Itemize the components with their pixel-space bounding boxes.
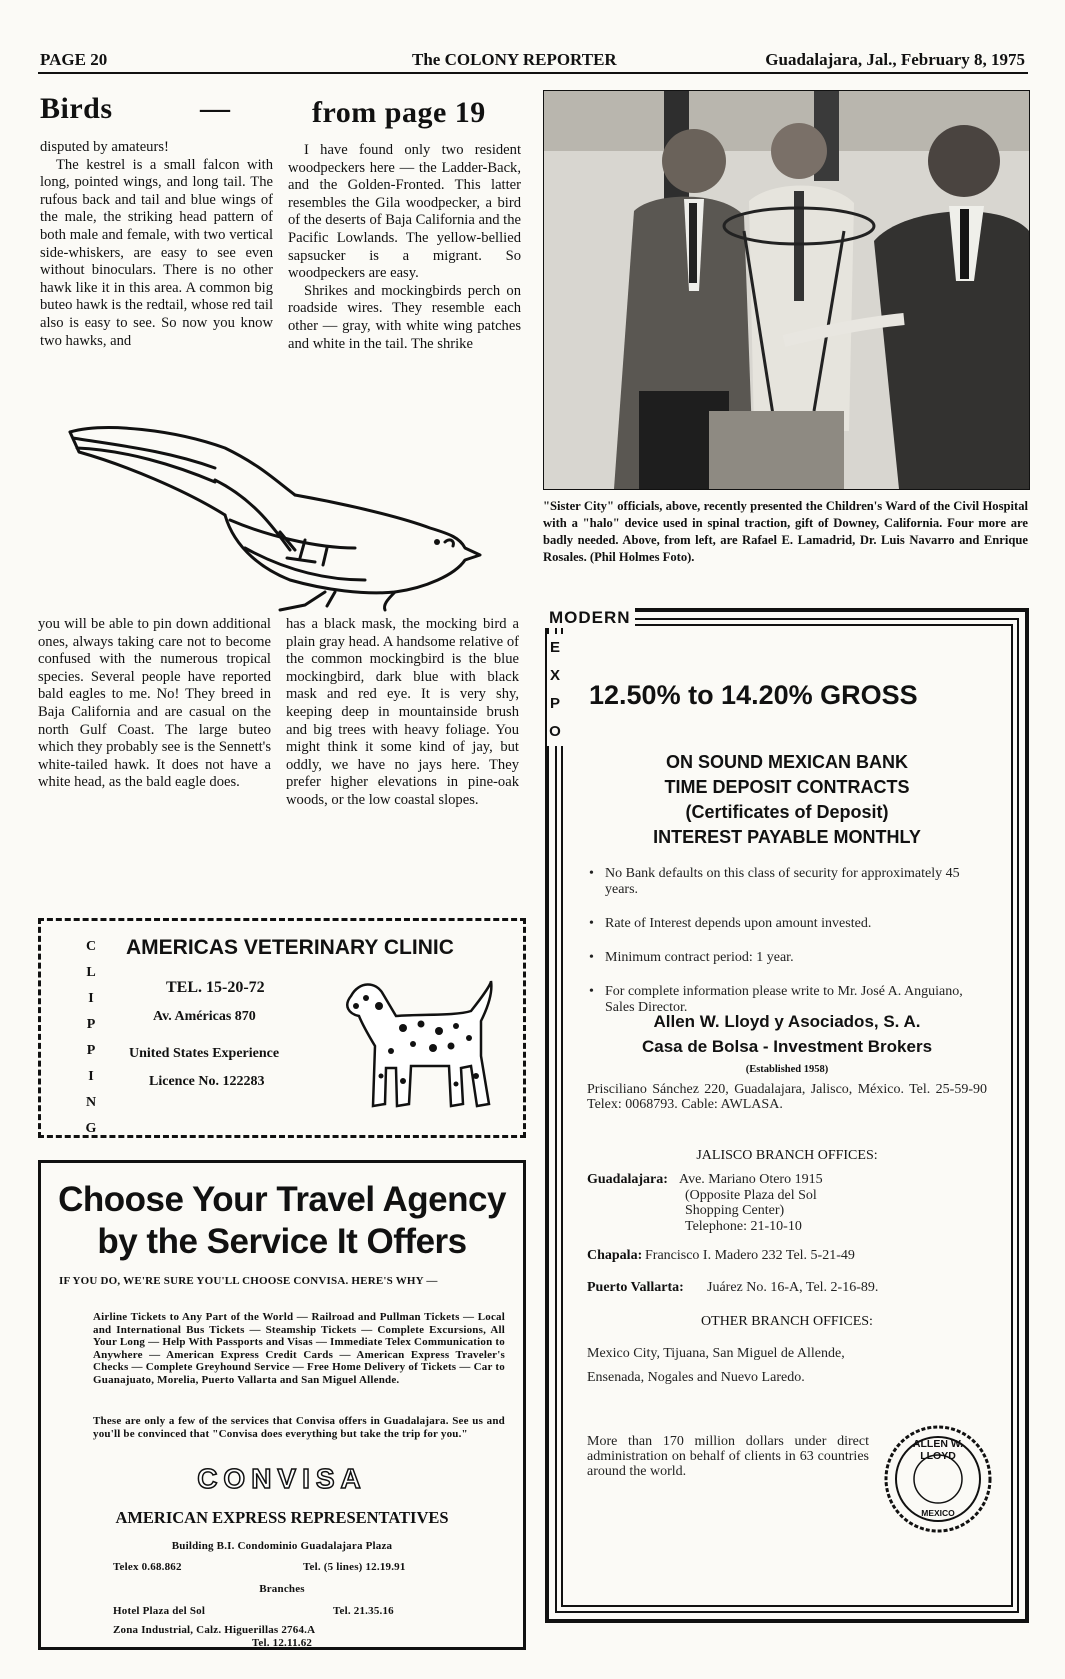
modern-label: MODERN bbox=[545, 608, 635, 628]
deposit-heading: ON SOUND MEXICAN BANK TIME DEPOSIT CONTRACTS (Certificates of Deposit) INTEREST PAYABLE MONTHLY bbox=[653, 752, 921, 847]
travel-hotel: Hotel Plaza del Sol bbox=[113, 1605, 206, 1617]
vet-experience: United States Experience bbox=[129, 1046, 280, 1061]
investment-footer: More than 170 million dollars under direct administration on behalf of clients in 63 countries around the world. bbox=[587, 1434, 869, 1479]
travel-zona-tel: Tel. 12.11.62 bbox=[251, 1637, 313, 1649]
branch-vallarta-city: Puerto Vallarta: bbox=[587, 1280, 684, 1295]
investment-ad bbox=[545, 608, 1029, 1623]
vertical-label: EXPO bbox=[547, 634, 563, 746]
seal-bottom-text: MEXICO bbox=[921, 1508, 955, 1518]
travel-zona: Zona Industrial, Calz. Higuerillas 2764.A bbox=[113, 1624, 316, 1636]
article-column-1-top: disputed by amateurs! The kestrel is a small falcon with long, pointed wings, and long tail. The rufous back and tail and blue wings of the male, the striking head pattern of both male and female, with two vertical side-whiskers, are easy to see even without binoculars. There is no other hawk like it in this area. A common big buteo hawk is the redtail, whose red tail also is easy to see. So now you know two hawks, and bbox=[40, 139, 273, 349]
company-address: Prisciliano Sánchez 220, Guadalajara, Jalisco, México. Tel. 25-59-90 Telex: 0068793. Cable: AWLASA. bbox=[587, 1082, 987, 1112]
vet-clinic-ad bbox=[38, 918, 526, 1138]
branch-guadalajara-address: Ave. Mariano Otero 1915 (Opposite Plaza del Sol Shopping Center) Telephone: 21-10-10 bbox=[679, 1172, 823, 1234]
page-number: PAGE 20 bbox=[40, 50, 108, 69]
branch-vallarta-address: Juárez No. 16-A, Tel. 2-16-89. bbox=[707, 1280, 879, 1295]
travel-headline: Choose Your Travel Agency by the Service It Offers bbox=[58, 1180, 506, 1261]
travel-closing: These are only a few of the services that Convisa offers in Guadalajara. See us and you'll be convinced that "Convisa does everything but take the trip for you." bbox=[93, 1415, 505, 1440]
bullet-item: • Rate of Interest depends upon amount invested. bbox=[589, 916, 989, 932]
article-column-2-top: I have found only two resident woodpeckers here — the Ladder-Back, and the Golden-Fronted. This latter resembles the Gila woodpecker, a bird of the deserts of Baja California and the Pacific Lowlands. The yellow-bellied sapsucker is a migrant. So woodpeckers are easy. Shrikes and mockingbirds perch on roadside wires. They resemble each other — gray, with white wing patches and white in the tail. The shrike bbox=[288, 142, 522, 352]
travel-telex: Telex 0.68.862 bbox=[113, 1561, 182, 1573]
branch-guadalajara-city: Guadalajara: bbox=[587, 1172, 668, 1187]
established: (Established 1958) bbox=[745, 1064, 829, 1075]
branch-chapala-address: Francisco I. Madero 232 Tel. 5-21-49 bbox=[645, 1248, 855, 1263]
travel-branches-label: Branches bbox=[259, 1583, 305, 1595]
travel-hotel-tel: Tel. 21.35.16 bbox=[333, 1605, 394, 1617]
bullet-item: • No Bank defaults on this class of security for approximately 45 years. bbox=[589, 866, 989, 898]
vet-address: Av. Américas 870 bbox=[153, 1009, 256, 1024]
header-rule bbox=[38, 72, 1028, 74]
travel-agency-ad bbox=[38, 1160, 526, 1650]
investment-bullets bbox=[589, 866, 989, 1016]
vet-licence: Licence No. 122283 bbox=[149, 1074, 265, 1089]
travel-intro: IF YOU DO, WE'RE SURE YOU'LL CHOOSE CONVISA. HERE'S WHY — bbox=[59, 1275, 438, 1287]
other-branches-line1: Mexico City, Tijuana, San Miguel de Allende, bbox=[587, 1346, 845, 1361]
amex-representatives: AMERICAN EXPRESS REPRESENTATIVES bbox=[115, 1508, 449, 1527]
dalmatian-icon bbox=[341, 976, 501, 1116]
clipping-letters: C L I P P I N G bbox=[85, 939, 97, 1136]
convisa-logo: CONVISA bbox=[197, 1463, 367, 1494]
vet-title: AMERICAS VETERINARY CLINIC bbox=[126, 936, 454, 959]
bullet-item: • For complete information please write to Mr. José A. Anguiano, Sales Director. bbox=[589, 984, 989, 1016]
travel-services: Airline Tickets to Any Part of the World — Railroad and Pullman Tickets — Local and International Bus Tickets — Steamship Tickets — Complete Excursions, All Your Long — Help With Passports and Visas — Immediate Telex Communication to Anywhere — American Express Credit Cards — American Express Traveler's Checks — Complete Greyhound Service — Free Home Delivery of Tickets — Car to Guanajuato, Morelia, Puerto Vallarta and San Miguel Allende. bbox=[93, 1311, 505, 1386]
allen-lloyd-seal bbox=[883, 1424, 993, 1534]
travel-tel: Tel. (5 lines) 12.19.91 bbox=[303, 1561, 406, 1573]
company-name: Allen W. Lloyd y Asociados, S. A. bbox=[653, 1012, 921, 1031]
article-column-2-bottom: has a black mask, the mocking bird a plain gray head. A handsome relative of the common mockingbird is the blue mockingbird, dark blue with black mask and red eye. It is very shy, keeping deep in mountainside brush and big trees with heavy foliage. You might think it some kind of jay, but oddly, we have no jays here. They prefer higher elevations in pine-oak woods, or the low coastal slopes. bbox=[286, 616, 519, 808]
photo-caption: "Sister City" officials, above, recently presented the Children's Ward of the Civil Hospital with a "halo" device used in spinal traction, gift of Downey, California. Four more are badly needed. Above, from left, are Rafael E. Lamadrid, Dr. Luis Navarro and Enrique Rosales. (Phil Holmes Foto). bbox=[543, 499, 1028, 564]
article-title-left: Birds bbox=[40, 92, 113, 125]
other-branches-line2: Ensenada, Nogales and Nuevo Laredo. bbox=[587, 1370, 805, 1385]
other-branch-header: OTHER BRANCH OFFICES: bbox=[701, 1314, 873, 1329]
article-title-dash: — bbox=[200, 92, 231, 125]
news-photo bbox=[543, 90, 1030, 490]
mockingbird-illustration bbox=[65, 420, 505, 620]
bullet-item: • Minimum contract period: 1 year. bbox=[589, 950, 989, 966]
branch-chapala-city: Chapala: bbox=[587, 1248, 643, 1263]
article-column-1-bottom: you will be able to pin down additional ones, always taking care not to become confused with the numerous tropical species. Several people have reported bald eagles to me. No! They breed in Baja California and are casual on the north Gulf Coast. The large buteo which they probably see is the Sennett's white-tailed hawk. It does not have a white head, as the bald eagle does. bbox=[38, 616, 271, 791]
company-subtitle: Casa de Bolsa - Investment Brokers bbox=[641, 1037, 933, 1056]
dateline: Guadalajara, Jal., February 8, 1975 bbox=[765, 50, 1025, 69]
article-title-right: from page 19 bbox=[312, 96, 486, 129]
interest-rate: 12.50% to 14.20% GROSS bbox=[589, 680, 918, 710]
photo-image bbox=[544, 91, 1029, 489]
newspaper-name: The COLONY REPORTER bbox=[412, 50, 617, 69]
vet-tel: TEL. 15-20-72 bbox=[166, 979, 265, 996]
jalisco-branch-header: JALISCO BRANCH OFFICES: bbox=[696, 1148, 878, 1163]
seal-top-text: ALLEN W. LLOYD bbox=[912, 1438, 964, 1462]
travel-building: Building B.I. Condominio Guadalajara Plaza bbox=[171, 1540, 393, 1552]
